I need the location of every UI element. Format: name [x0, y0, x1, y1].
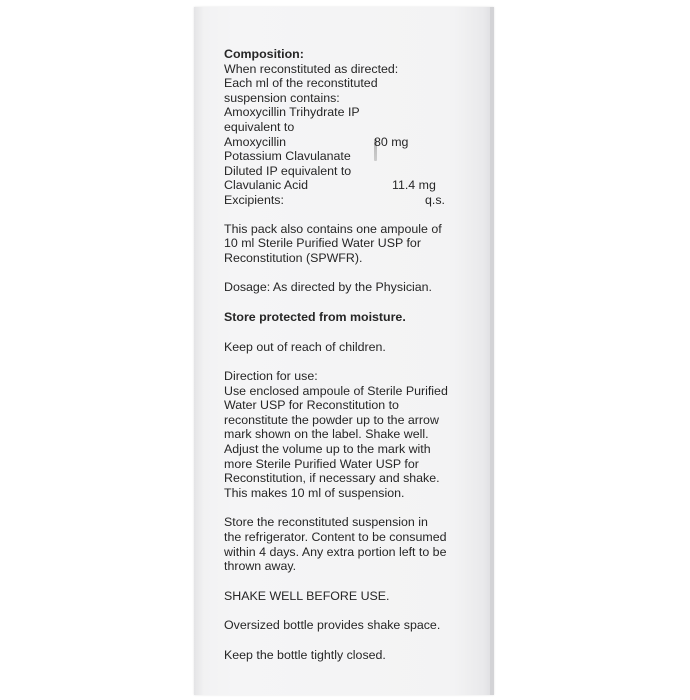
- composition-line: equivalent to: [224, 119, 295, 134]
- composition-line: When reconstituted as directed:: [224, 61, 399, 76]
- carton-edge: [490, 7, 494, 695]
- amoxycillin-label: Amoxycillin: [224, 134, 286, 149]
- oversized-text: Oversized bottle provides shake space.: [224, 618, 441, 633]
- composition-line: Potassium Clavulanate: [224, 149, 351, 164]
- excipients-value: q.s.: [425, 192, 445, 207]
- shake-text: SHAKE WELL BEFORE USE.: [224, 588, 390, 603]
- direction-heading: Direction for use:: [224, 369, 318, 384]
- dosage-text: Dosage: As directed by the Physician.: [224, 280, 433, 295]
- store-moisture-text: Store protected from moisture.: [224, 309, 406, 324]
- excipients-row: [224, 193, 489, 208]
- storage-line: within 4 days. Any extra portion left to be: [224, 544, 447, 559]
- pack-line: Reconstitution (SPWFR).: [224, 250, 363, 265]
- composition-line: suspension contains:: [224, 90, 340, 105]
- keep-children-text: Keep out of reach of children.: [224, 339, 386, 354]
- excipients-label: Excipients:: [224, 192, 284, 207]
- direction-line: reconstitute the powder up to the arrow: [224, 412, 439, 427]
- pack-line: This pack also contains one ampoule of: [224, 221, 442, 236]
- keep-closed-text: Keep the bottle tightly closed.: [224, 648, 386, 662]
- direction-line: Reconstitution, if necessary and shake.: [224, 471, 440, 486]
- storage-line: the refrigerator. Content to be consumed: [224, 530, 447, 545]
- pack-line: 10 ml Sterile Purified Water USP for: [224, 236, 421, 251]
- label-text: [224, 47, 489, 663]
- storage-line: Store the reconstituted suspension in: [224, 515, 428, 530]
- composition-line: Diluted IP equivalent to: [224, 163, 352, 178]
- composition-line: Each ml of the reconstituted: [224, 76, 378, 91]
- amoxycillin-value: 80 mg: [374, 134, 409, 149]
- medicine-carton-panel: [194, 7, 494, 695]
- direction-line: Water USP for Reconstitution to: [224, 398, 399, 413]
- storage-line: thrown away.: [224, 559, 297, 574]
- amoxycillin-row: [224, 135, 489, 150]
- composition-line: Amoxycillin Trihydrate IP: [224, 105, 360, 120]
- clavulanic-row: [224, 178, 489, 193]
- clavulanic-value: 11.4 mg: [392, 178, 436, 193]
- direction-line: Use enclosed ampoule of Sterile Purified: [224, 383, 448, 398]
- direction-line: mark shown on the label. Shake well.: [224, 427, 429, 442]
- direction-line: This makes 10 ml of suspension.: [224, 485, 405, 500]
- composition-heading: Composition:: [224, 47, 304, 61]
- clavulanic-label: Clavulanic Acid: [224, 178, 309, 193]
- direction-line: more Sterile Purified Water USP for: [224, 456, 419, 471]
- direction-line: Adjust the volume up to the mark with: [224, 442, 431, 457]
